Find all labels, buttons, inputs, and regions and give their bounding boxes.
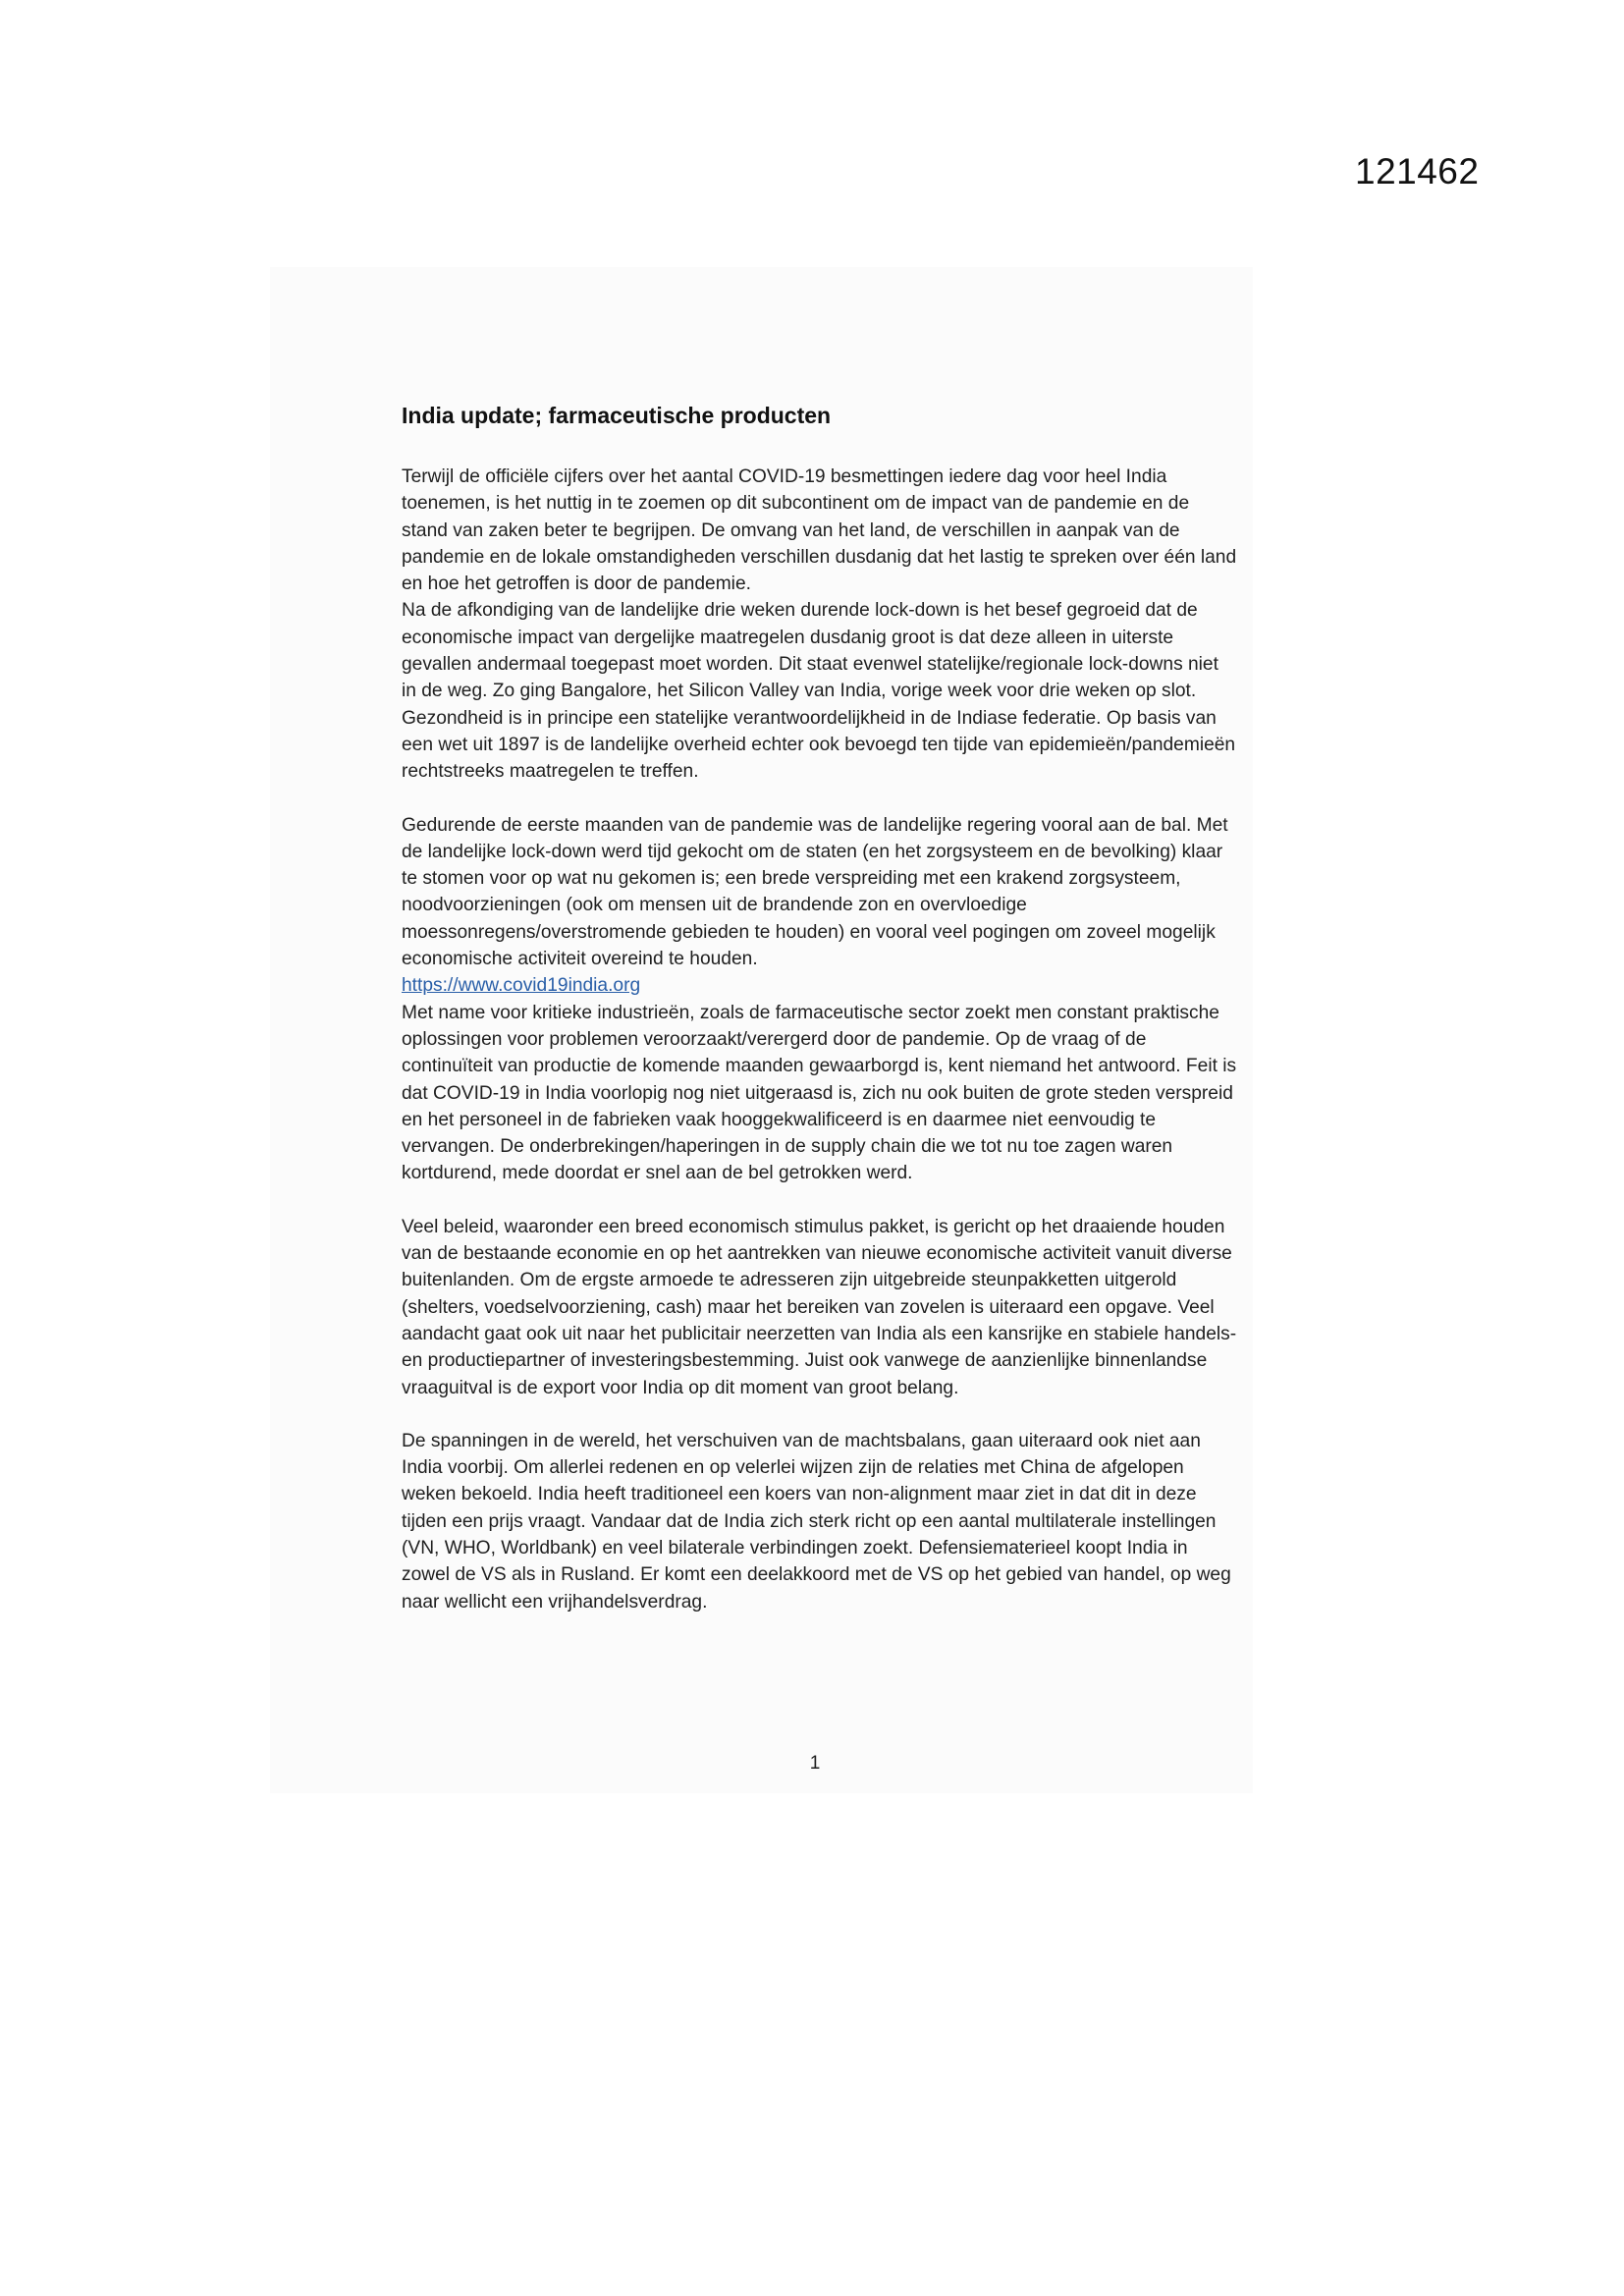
- paragraph-government: Gedurende de eerste maanden van de pandemie was de landelijke regering vooral aan de bal. Met de landelijke lock-down werd tijd gekocht om de staten (en het zorgsysteem en de bevolking) klaar te stomen voor op wat nu gekomen is; een brede verspreiding met een krakend zorgsysteem, noodvoorzieningen (ook om mensen uit de brandende zon en overvloedige moessonregens/overstromende gebieden te houden) en vooral veel pogingen om zoveel mogelijk economische activiteit overeind te houden.: [402, 814, 1228, 970]
- paragraph-economy: Veel beleid, waaronder een breed economisch stimulus pakket, is gericht op het draaiende houden van de bestaande economie en op het aantrekken van nieuwe economische activiteit vanuit diverse buitenlanden. Om de ergste armoede te adresseren zijn uitgebreide steunpakketten uitgerold (shelters, voedselvoorziening, cash) maar het bereiken van zovelen is uiteraard een opgave. Veel aandacht gaat ook uit naar het publicitair neerzetten van India als een kansrijke en stabiele handels- en productiepartner of investeringsbestemming. Juist ook vanwege de aanzienlijke binnenlandse vraaguitval is de export voor India op dit moment van groot belang.: [402, 1216, 1237, 1398]
- paragraph-lockdown: Na de afkondiging van de landelijke drie weken durende lock-down is het besef gegroeid dat de economische impact van dergelijke maatregelen dusdanig groot is dat deze alleen in uiterste gevallen andermaal toegepast moet worden. Dit staat evenwel statelijke/regionale lock-downs niet in de weg. Zo ging Bangalore, het Silicon Valley van India, vorige week voor drie weken op slot. Gezondheid is in principe een statelijke verantwoordelijkheid in de Indiase federatie. Op basis van een wet uit 1897 is de landelijke overheid echter ook bevoegd ten tijde van epidemieën/pandemieën rechtstreeks maatregelen te treffen.: [402, 600, 1236, 783]
- paragraph-spacer: [402, 1401, 1238, 1428]
- paragraph-pharma: Met name voor kritieke industrieën, zoals de farmaceutische sector zoekt men constant praktische oplossingen voor problemen veroorzaakt/verergerd door de pandemie. Op de vraag of de continuïteit van productie de komende maanden gewaarborgd is, kent niemand het antwoord. Feit is dat COVID-19 in India voorlopig nog niet uitgeraasd is, zich nu ook buiten de grote steden verspreid en het personeel in de fabrieken vaak hooggekwalificeerd is en daarmee niet eenvoudig te vervangen. De onderbrekingen/haperingen in de supply chain die we tot nu toe zagen waren kortdurend, mede doordat er snel aan de bel getrokken werd.: [402, 1002, 1237, 1184]
- document-body: [402, 401, 1238, 1615]
- paragraph-spacer: [402, 786, 1238, 812]
- covid19india-link[interactable]: https://www.covid19india.org: [402, 975, 641, 997]
- paragraph-geopolitics: De spanningen in de wereld, het verschuiven van de machtsbalans, gaan uiteraard ook niet aan India voorbij. Om allerlei redenen en op velerlei wijzen zijn de relaties met China de afgelopen weken bekoeld. India heeft traditioneel een koers van non-alignment maar ziet in dat dit in deze tijden een prijs vraagt. Vandaar dat de India zich sterk richt op een aantal multilaterale instellingen (VN, WHO, Worldbank) en veel bilaterale verbindingen zoekt. Defensiematerieel koopt India in zowel de VS als in Rusland. Er komt een deelakkoord met de VS op het gebied van handel, op weg naar wellicht een vrijhandelsverdrag.: [402, 1430, 1231, 1613]
- page-number: 1: [809, 1753, 821, 1774]
- document-title: India update; farmaceutische producten: [402, 403, 832, 428]
- paragraph-intro: Terwijl de officiële cijfers over het aantal COVID-19 besmettingen iedere dag voor heel India toenemen, is het nuttig in te zoemen op dit subcontinent om de impact van de pandemie en de stand van zaken beter te begrijpen. De omvang van het land, de verschillen in aanpak van de pandemie en de lokale omstandigheden verschillen dusdanig dat het lastig te spreken over één land en hoe het getroffen is door de pandemie.: [402, 466, 1237, 595]
- paragraph-spacer: [402, 1187, 1238, 1214]
- document-number: 121462: [1355, 151, 1480, 191]
